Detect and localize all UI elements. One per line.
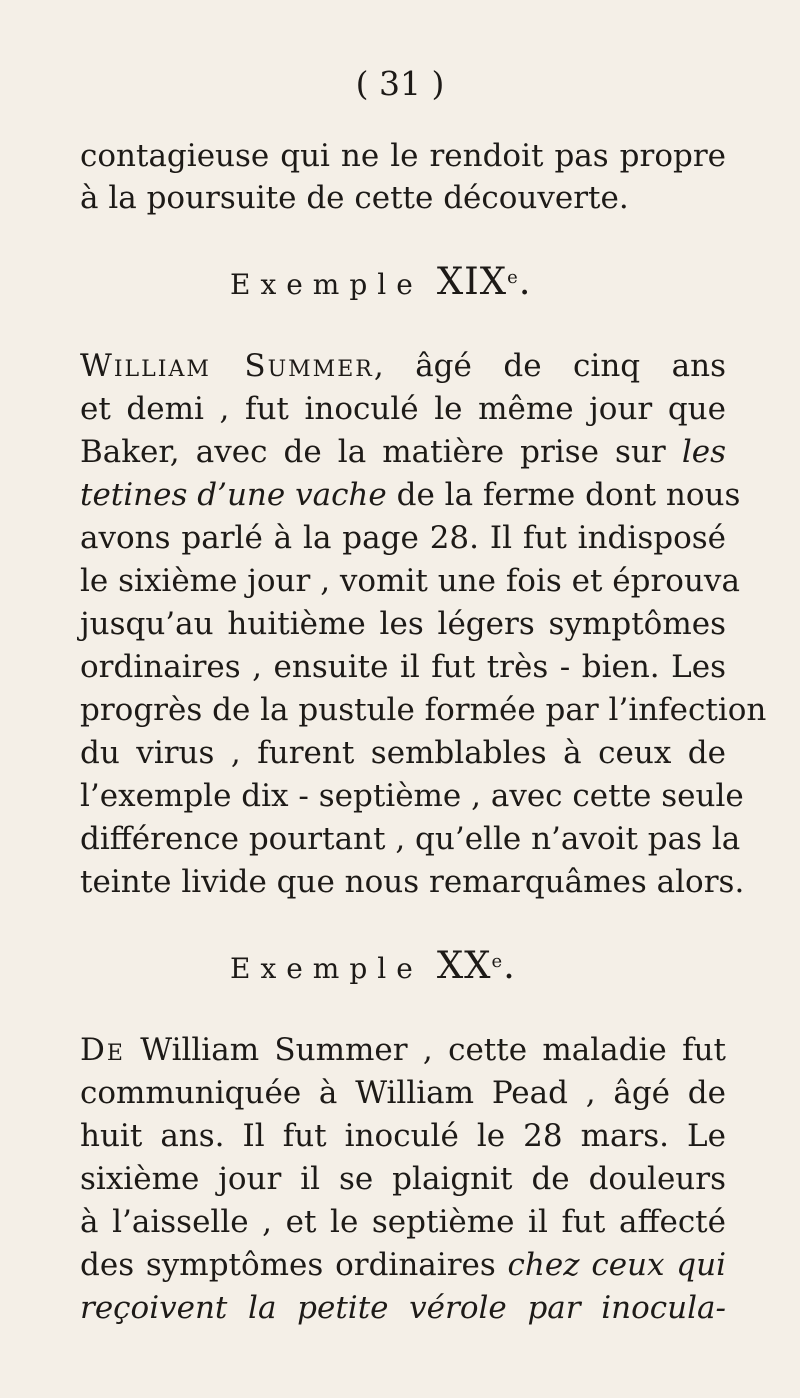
text-line: Baker, avec de la matière prise sur les [80,434,726,470]
text-line: reçoivent la petite vérole par inocula- [80,1290,726,1326]
text-line: du virus , furent semblables à ceux de [80,735,726,771]
text-line: le sixième jour , vomit une fois et éprouva [80,563,740,599]
section-heading-example-20 [230,946,516,989]
small-caps-lead: De [80,1032,125,1068]
text-line: l’exemple dix - septième , avec cette seule [80,778,744,814]
page-number: ( 31 ) [355,64,445,103]
text-line: à la poursuite de cette découverte. [80,180,629,216]
small-caps-lead: William Summer [80,348,374,384]
text-line: jusqu’au huitième les légers symptômes [80,606,726,642]
text-line: tetines d’une vache de la ferme dont nous [80,477,741,513]
paragraph-first-line: William Summer, âgé de cinq ans [80,348,727,384]
text-line: contagieuse qui ne le rendoit pas propre [80,138,726,174]
heading-word: Exemple [230,952,423,985]
text-line: huit ans. Il fut inoculé le 28 mars. Le [80,1118,726,1154]
section-heading-example-19 [230,262,532,305]
heading-roman-number: XXe. [436,944,516,987]
text-line: teinte livide que nous remarquâmes alors. [80,864,745,900]
text-line: et demi , fut inoculé le même jour que [80,391,726,427]
heading-word: Exemple [230,268,423,301]
text-line: sixième jour il se plaignit de douleurs [80,1161,726,1197]
text-line: ordinaires , ensuite il fut très - bien. Les [80,649,726,685]
heading-roman-number: XIXe. [436,260,532,303]
text-line: différence pourtant , qu’elle n’avoit pas la [80,821,741,857]
text-line: à l’aisselle , et le septième il fut affecté [80,1204,726,1240]
text-line: avons parlé à la page 28. Il fut indisposé [80,520,726,556]
paragraph-first-line: De William Summer , cette maladie fut [80,1032,726,1068]
text-line: communiquée à William Pead , âgé de [80,1075,726,1111]
text-line: des symptômes ordinaires chez ceux qui [80,1247,726,1283]
text-line: progrès de la pustule formée par l’infection [80,692,767,728]
